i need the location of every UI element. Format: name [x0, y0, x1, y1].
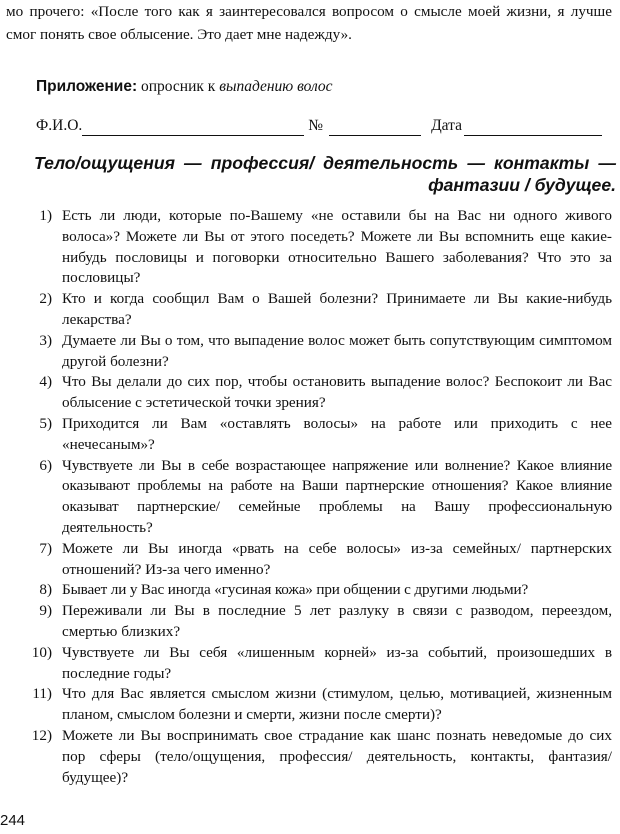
question-item [0, 580, 620, 601]
form-line [36, 116, 614, 136]
appendix-topic: выпадению волос [219, 78, 333, 95]
question-text: Есть ли люди, которые по-Вашему «не оставили бы на Вас ни одного живого волоса»? Можете ли Вы от этого поседеть? Можете ли Вы вспомнить еще какие-нибудь пословицы и поговорки относительно Вашего заболевания? Что это за пословицы? [62, 207, 612, 287]
question-list [0, 206, 620, 788]
name-label: Ф.И.О. [36, 117, 83, 134]
question-number: 10) [31, 643, 52, 661]
question-number: 3) [39, 331, 52, 349]
question-number: 6) [39, 456, 52, 474]
question-item [0, 601, 620, 643]
question-item [0, 539, 620, 581]
question-item [0, 331, 620, 373]
appendix-title [36, 76, 333, 98]
question-number: 5) [39, 414, 52, 432]
question-text: Что для Вас является смыслом жизни (стимулом, целью, мотивацией, жизненным планом, смыслом болезни и смерти, жизни после смерти)? [62, 685, 612, 724]
question-text: Можете ли Вы иногда «рвать на себе волосы» из-за семейных/ партнерских отношений? Из-за чего именно? [62, 539, 612, 578]
name-blank [82, 120, 304, 136]
question-number: 12) [31, 726, 52, 744]
question-number: 9) [39, 602, 52, 620]
question-text: Бывает ли у Вас иногда «гусиная кожа» при общении с другими людьми? [62, 581, 529, 599]
date-label: Дата [431, 117, 462, 134]
question-number: 11) [32, 685, 52, 703]
question-text: Переживали ли Вы в последние 5 лет разлуку в связи с разводом, переездом, смертью близких? [62, 602, 612, 640]
question-text: Можете ли Вы воспринимать свое страдание как шанс познать неведомые до сих пор сферы (тело/ощущения, профессия/ деятельность, контакты, фантазия/ будущее)? [62, 726, 612, 786]
question-item [0, 414, 620, 456]
intro-paragraph: мо прочего: «После того как я заинтересовался вопросом о смысле моей жизни, я лучше смог понять свое облысение. Это дает мне надежду». [6, 3, 612, 43]
section-heading: Тело/ощущения — профессия/ деятельность — контакты — фантазии / будущее. [34, 153, 616, 195]
question-number: 7) [39, 539, 52, 557]
question-item [0, 684, 620, 726]
question-text: Кто и когда сообщил Вам о Вашей болезни? Принимаете ли Вы какие-нибудь лекарства? [62, 290, 612, 328]
question-item [0, 643, 620, 685]
question-number: 8) [39, 581, 52, 599]
date-blank [464, 120, 602, 136]
question-item [0, 289, 620, 331]
question-text: Думаете ли Вы о том, что выпадение волос может быть сопутствующим симптомом другой болезни? [62, 331, 612, 370]
appendix-label: Приложение: [36, 78, 138, 95]
question-number: 4) [39, 373, 52, 391]
question-number: 2) [39, 290, 52, 308]
question-text: Чувствуете ли Вы в себе возрастающее напряжение или волнение? Какое влияние оказывают проблемы на работе на Ваши партнерские отношения? Какое влияние оказыват партнерские/ семейные проблемы на Вашу профессиональную деятельность? [62, 456, 612, 536]
question-item [0, 456, 620, 539]
number-label: № [308, 117, 324, 134]
question-item [0, 726, 620, 788]
number-blank [329, 120, 421, 136]
question-item [0, 372, 620, 414]
question-text: Приходится ли Вам «оставлять волосы» на работе или приходить с нее «нечесаным»? [62, 414, 612, 453]
question-text: Что Вы делали до сих пор, чтобы остановить выпадение волос? Беспокоит ли Вас облысение с эстетической точки зрения? [62, 373, 612, 412]
question-number: 1) [39, 207, 52, 224]
page-number: 244 [0, 812, 26, 829]
question-text: Чувствуете ли Вы себя «лишенным корней» из-за событий, произошедших в последние годы? [62, 643, 612, 682]
appendix-text: опросник к [141, 78, 216, 95]
question-item [0, 206, 620, 289]
